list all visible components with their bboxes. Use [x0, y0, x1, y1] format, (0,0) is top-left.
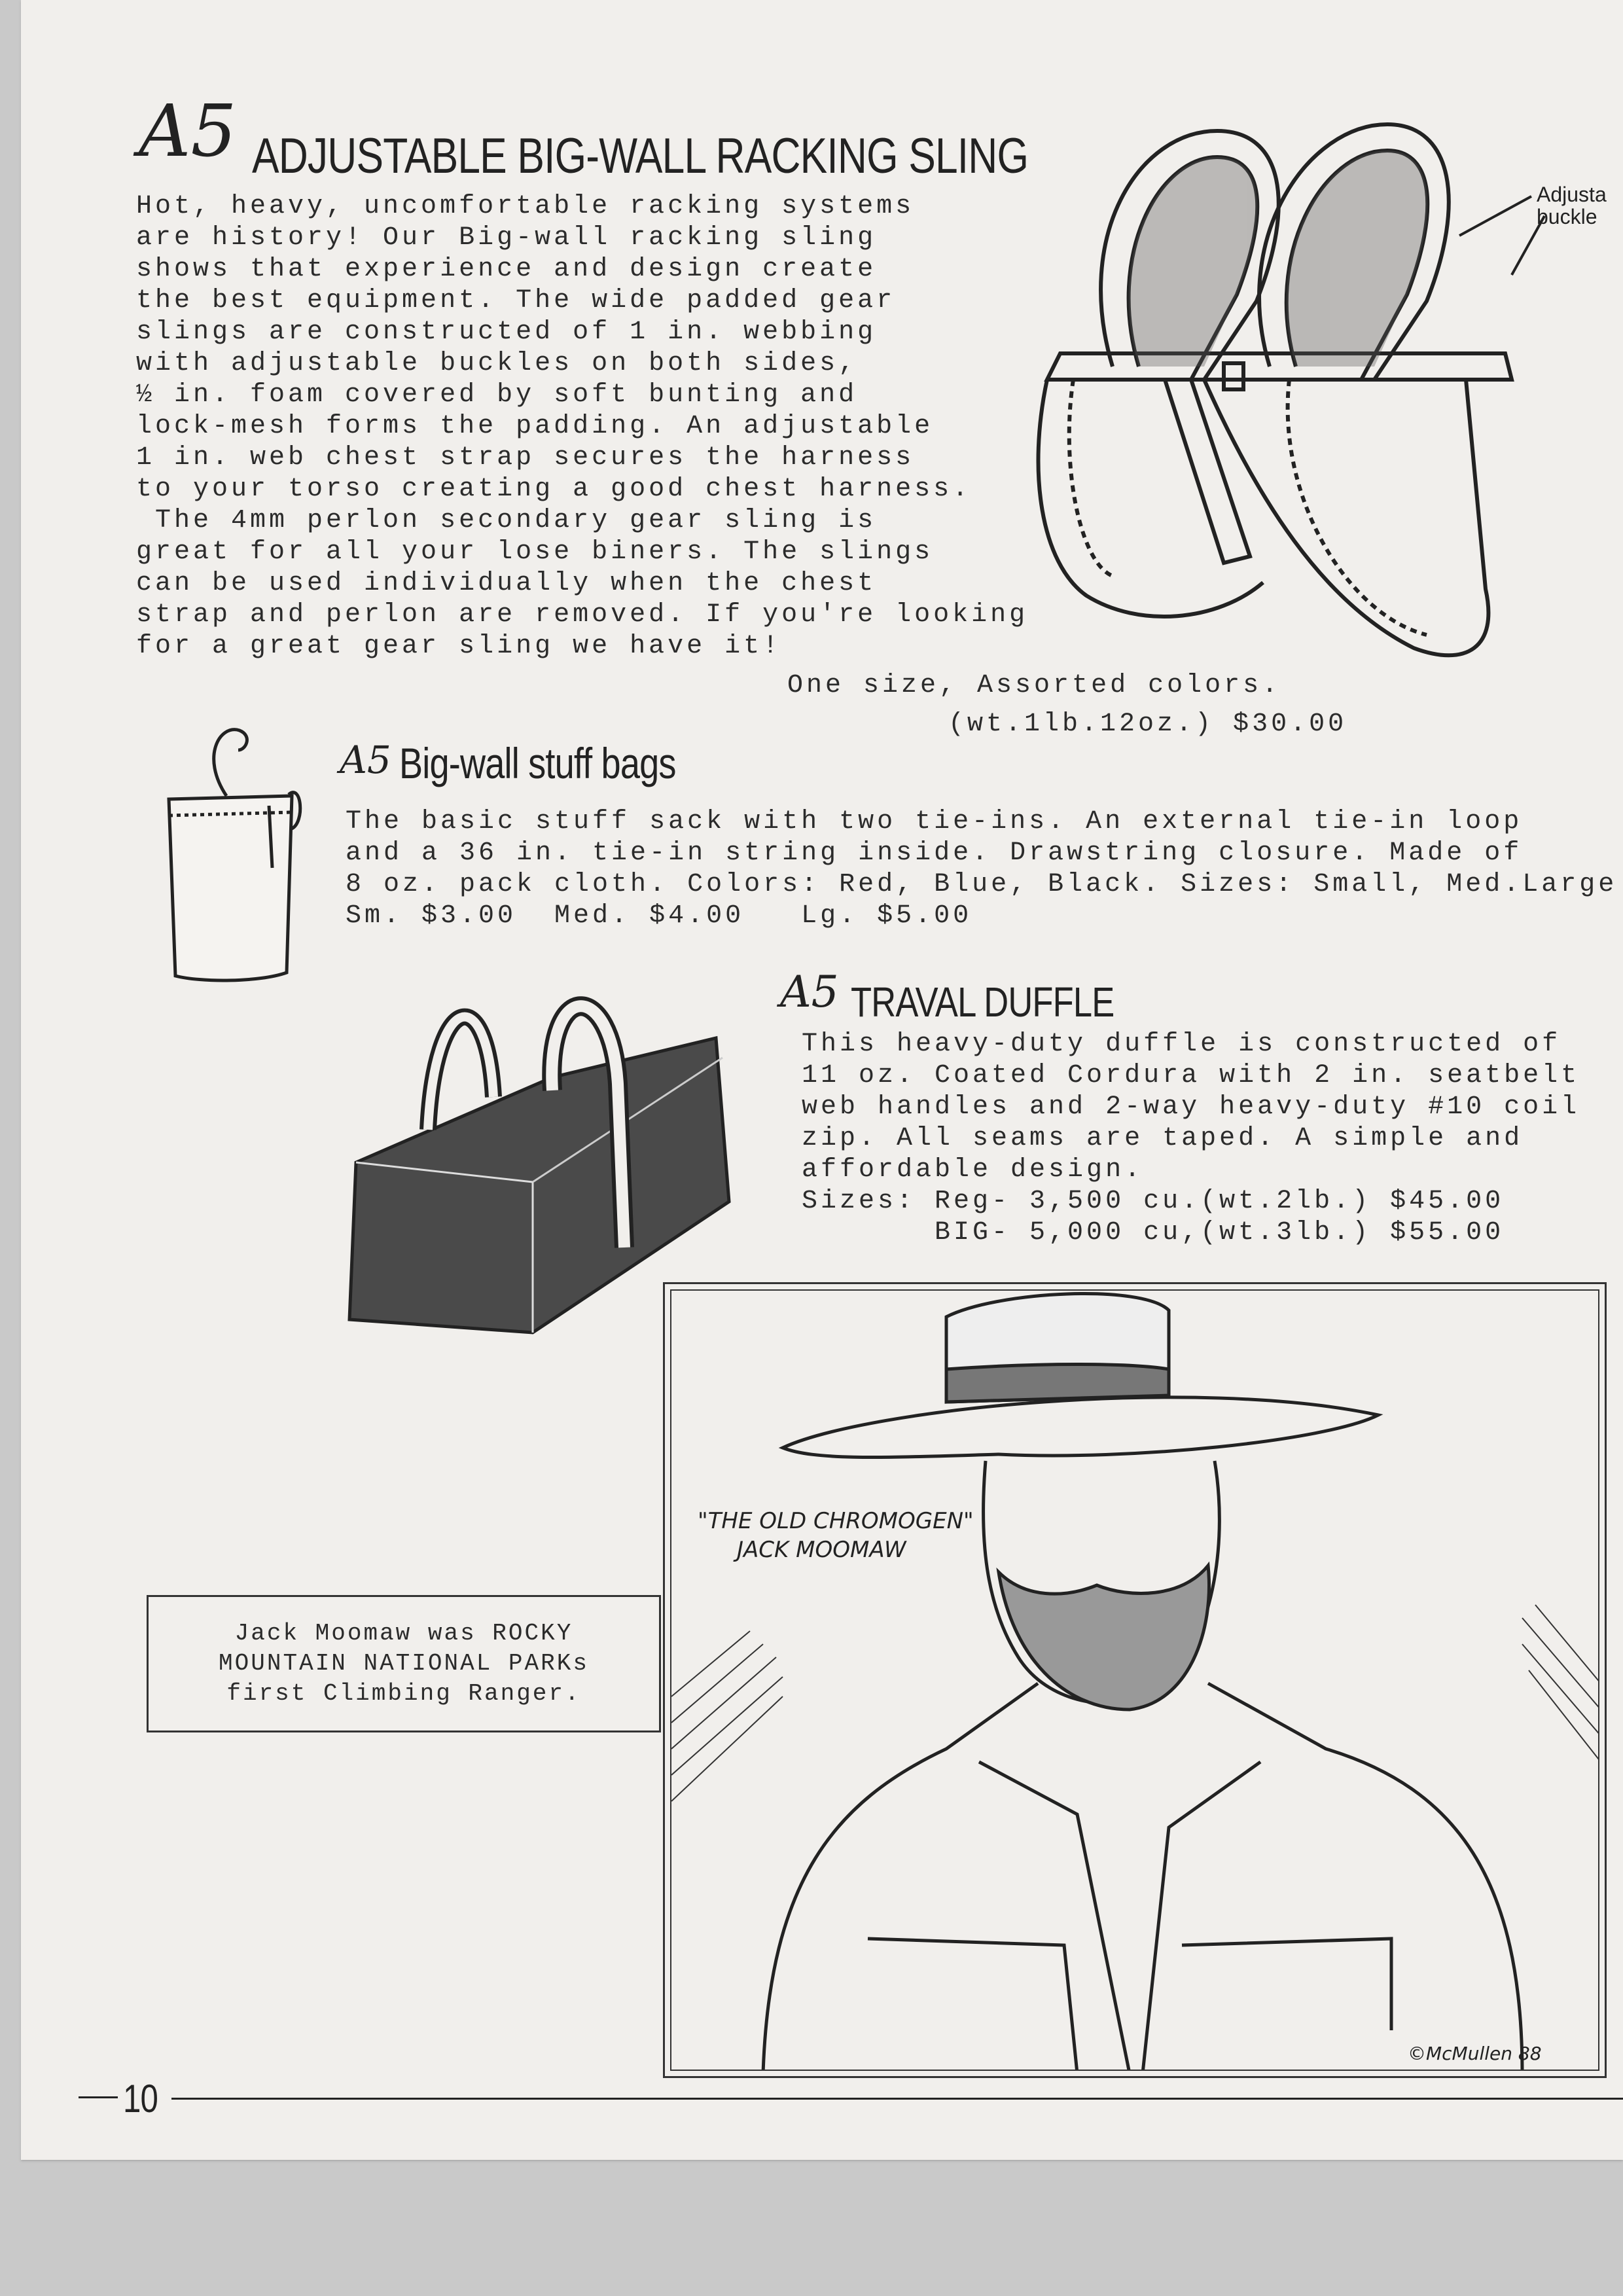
- text-line: shows that experience and design create: [136, 255, 877, 284]
- caption-line: first Climbing Ranger.: [226, 1680, 581, 1707]
- text-line: Sm. $3.00 Med. $4.00 Lg. $5.00: [346, 901, 972, 931]
- text-line: The 4mm perlon secondary gear sling is: [136, 506, 877, 535]
- text-line: 11 oz. Coated Cordura with 2 in. seatbelt: [802, 1061, 1580, 1090]
- sling-title: ADJUSTABLE BIG-WALL RACKING SLING: [252, 128, 1029, 184]
- text-line: Hot, heavy, uncomfortable racking systems: [136, 192, 915, 221]
- portrait-quote: [698, 1507, 974, 1564]
- portrait-illustration: [671, 1291, 1599, 2071]
- text-line: strap and perlon are removed. If you're looking: [136, 600, 1029, 630]
- a5-logo: A5: [780, 967, 839, 1017]
- portrait-frame: [663, 1282, 1607, 2078]
- sling-price: (wt.1lb.12oz.) $30.00: [948, 709, 1347, 739]
- caption-line: Jack Moomaw was ROCKY: [234, 1620, 573, 1647]
- text-line: and a 36 in. tie-in string inside. Drawstring closure. Made of: [346, 838, 1523, 868]
- quote-line: "THE OLD CHROMOGEN": [698, 1508, 974, 1534]
- racking-sling-illustration: [1008, 105, 1571, 681]
- callout-arrow: [1459, 196, 1531, 236]
- duffle-description: [802, 1029, 1580, 1249]
- text-line: to your torso creating a good chest harness.: [136, 475, 972, 504]
- text-line: great for all your lose biners. The slings: [136, 537, 934, 567]
- sling-description: [136, 191, 1028, 662]
- duffle-title: TRAVAL DUFFLE: [851, 978, 1115, 1026]
- quote-line: JACK MOOMAW: [737, 1537, 906, 1563]
- buckle-callout: [1537, 183, 1607, 228]
- text-line: zip. All seams are taped. A simple and: [802, 1124, 1524, 1153]
- stuff-bags-description: [346, 806, 1617, 932]
- callout-line: Adjusta: [1537, 183, 1607, 206]
- text-line: BIG- 5,000 cu,(wt.3lb.) $55.00: [802, 1218, 1505, 1247]
- a5-logo: A5: [139, 89, 237, 173]
- caption-text: [219, 1619, 589, 1709]
- text-line: for a great gear sling we have it!: [136, 632, 782, 661]
- footer-rule: [171, 2098, 1623, 2100]
- text-line: This heavy-duty duffle is constructed of: [802, 1030, 1561, 1059]
- text-line: web handles and 2-way heavy-duty #10 coil: [802, 1092, 1580, 1122]
- text-line: lock-mesh forms the padding. An adjustable: [136, 412, 934, 441]
- footer-rule-left: [79, 2096, 118, 2098]
- text-line: affordable design.: [802, 1155, 1144, 1185]
- text-line: 8 oz. pack cloth. Colors: Red, Blue, Black. Sizes: Small, Med.Large: [346, 870, 1618, 899]
- text-line: slings are constructed of 1 in. webbing: [136, 317, 877, 347]
- text-line: 1 in. web chest strap secures the harness: [136, 443, 915, 473]
- text-line: the best equipment. The wide padded gear: [136, 286, 896, 315]
- stuff-bag-illustration: [161, 717, 312, 986]
- artist-signature: ©McMullen 88: [1408, 2043, 1542, 2064]
- sling-sizes: One size, Assorted colors.: [787, 671, 1281, 700]
- callout-line: buckle: [1537, 205, 1597, 228]
- caption-line: MOUNTAIN NATIONAL PARKs: [219, 1650, 589, 1677]
- text-line: ½ in. foam covered by soft bunting and: [136, 380, 858, 410]
- a5-logo: A5: [340, 738, 391, 782]
- text-line: are history! Our Big-wall racking sling: [136, 223, 877, 253]
- caption-box: [147, 1595, 661, 1732]
- text-line: The basic stuff sack with two tie-ins. An external tie-in loop: [346, 807, 1523, 836]
- text-line: Sizes: Reg- 3,500 cu.(wt.2lb.) $45.00: [802, 1187, 1505, 1216]
- text-line: with adjustable buckles on both sides,: [136, 349, 858, 378]
- text-line: can be used individually when the chest: [136, 569, 877, 598]
- page-number: 10: [123, 2077, 158, 2121]
- stuff-bags-title: Big-wall stuff bags: [399, 739, 676, 787]
